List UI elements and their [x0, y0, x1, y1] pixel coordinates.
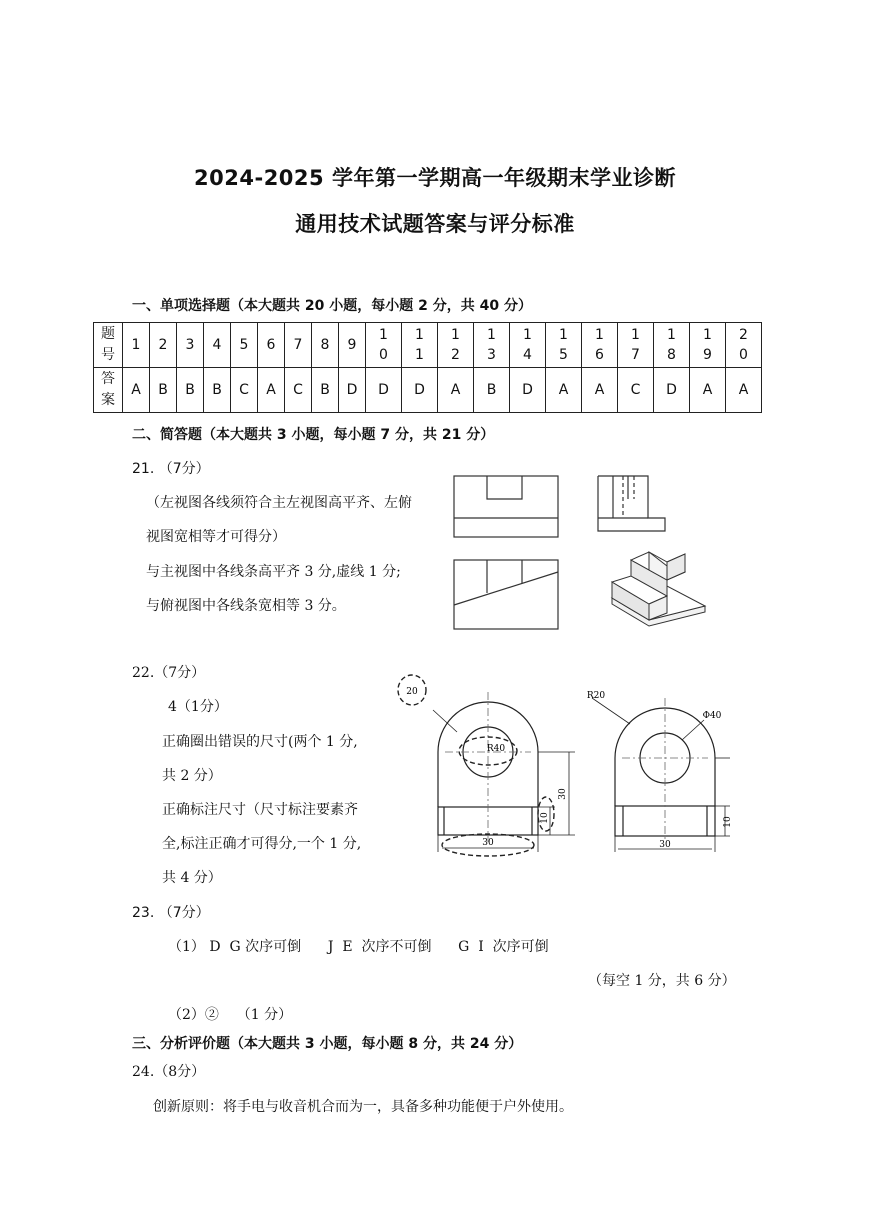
left-view: [598, 476, 665, 531]
answer-cell: A: [258, 368, 285, 413]
q23-part1-score: （每空 1 分，共 6 分）: [588, 973, 736, 989]
question-number-cell: 5: [231, 323, 258, 368]
answer-table: [93, 322, 762, 413]
q21-score-line1: 与主视图中各线条高平齐 3 分,虚线 1 分;: [146, 564, 401, 580]
question-number-cell: 8: [312, 323, 339, 368]
question-number-cell: 10: [366, 323, 402, 368]
q22-item1: 4（1分）: [168, 699, 228, 715]
question-number-cell: 9: [339, 323, 366, 368]
left-fig-width-label: 30: [482, 838, 494, 848]
q21-score-line2: 与俯视图中各线条宽相等 3 分。: [146, 598, 346, 614]
question-number-cell: 12: [438, 323, 474, 368]
answer-cell: D: [339, 368, 366, 413]
q22-right-figure: [580, 680, 740, 860]
answer-cell: D: [654, 368, 690, 413]
question-number-cell: 6: [258, 323, 285, 368]
left-fig-circle-label: 20: [406, 687, 418, 697]
section2-heading: 二、简答题（本大题共 3 小题，每小题 7 分，共 21 分）: [132, 427, 495, 443]
answer-cell: B: [312, 368, 339, 413]
answer-cell: C: [231, 368, 258, 413]
answer-cell: A: [726, 368, 762, 413]
q22-item3-line2: 全,标注正确才可得分,一个 1 分,: [162, 836, 362, 852]
right-fig-width-label: 30: [659, 840, 671, 850]
question-number-cell: 16: [582, 323, 618, 368]
table-row-numbers: [94, 323, 762, 368]
section1-heading: 一、单项选择题（本大题共 20 小题，每小题 2 分，共 40 分）: [132, 298, 532, 314]
page-title: 2024-2025 学年第一学期高一年级期末学业诊断: [194, 166, 676, 190]
answer-cell: D: [402, 368, 438, 413]
q22-left-figure: [395, 672, 585, 862]
question-number-cell: 20: [726, 323, 762, 368]
q22-item2-line1: 正确圈出错误的尺寸(两个 1 分,: [162, 734, 358, 750]
answer-cell: B: [474, 368, 510, 413]
section3-heading: 三、分析评价题（本大题共 3 小题，每小题 8 分，共 24 分）: [132, 1036, 523, 1052]
front-view: [454, 476, 558, 537]
answer-cell: C: [618, 368, 654, 413]
q23-part2: （2）② （1 分）: [168, 1007, 293, 1023]
q22-item2-line2: 共 2 分）: [162, 768, 222, 784]
answer-cell: A: [546, 368, 582, 413]
question-number-cell: 13: [474, 323, 510, 368]
question-number-cell: 14: [510, 323, 546, 368]
q22-item3-line3: 共 4 分）: [162, 870, 222, 886]
answer-cell: A: [438, 368, 474, 413]
q22-label: 22.（7分）: [132, 665, 206, 681]
question-number-cell: 11: [402, 323, 438, 368]
row-header-question: 题号: [94, 323, 123, 368]
answer-cell: B: [177, 368, 204, 413]
table-row-answers: [94, 368, 762, 413]
left-fig-radius-label: R40: [486, 744, 506, 754]
q21-three-view-figure: [445, 470, 725, 650]
answer-cell: B: [204, 368, 231, 413]
q21-note-line2: 视图宽相等才可得分）: [146, 529, 286, 545]
question-number-cell: 18: [654, 323, 690, 368]
right-fig-radius-label: R20: [586, 691, 606, 701]
answer-cell: B: [150, 368, 177, 413]
q24-line1: 创新原则：将手电与收音机合而为一，具备多种功能便于户外使用。: [153, 1099, 573, 1115]
question-number-cell: 7: [285, 323, 312, 368]
left-fig-side-label: 10: [540, 812, 550, 824]
answer-cell: A: [690, 368, 726, 413]
isometric-view: [612, 552, 705, 626]
answer-cell: A: [123, 368, 150, 413]
top-view: [454, 560, 558, 629]
right-fig-diameter-label: Φ40: [702, 711, 722, 721]
question-number-cell: 17: [618, 323, 654, 368]
question-number-cell: 3: [177, 323, 204, 368]
q21-label: 21. （7分）: [132, 461, 210, 477]
q24-label: 24.（8分）: [132, 1064, 206, 1080]
q23-label: 23. （7分）: [132, 905, 210, 921]
question-number-cell: 15: [546, 323, 582, 368]
left-fig-height-label: 30: [558, 788, 568, 800]
answer-cell: D: [366, 368, 402, 413]
answer-cell: D: [510, 368, 546, 413]
question-number-cell: 1: [123, 323, 150, 368]
q22-item3-line1: 正确标注尺寸（尺寸标注要素齐: [162, 802, 358, 818]
answer-cell: A: [582, 368, 618, 413]
answer-cell: C: [285, 368, 312, 413]
question-number-cell: 19: [690, 323, 726, 368]
right-fig-side-label: 10: [723, 816, 733, 828]
question-number-cell: 4: [204, 323, 231, 368]
q21-note-line1: （左视图各线须符合主左视图高平齐、左俯: [146, 495, 412, 511]
page-subtitle: 通用技术试题答案与评分标准: [295, 212, 575, 236]
row-header-answer: 答案: [94, 368, 123, 413]
q23-part1: （1） D G 次序可倒 J E 次序不可倒 G I 次序可倒: [168, 939, 549, 955]
question-number-cell: 2: [150, 323, 177, 368]
